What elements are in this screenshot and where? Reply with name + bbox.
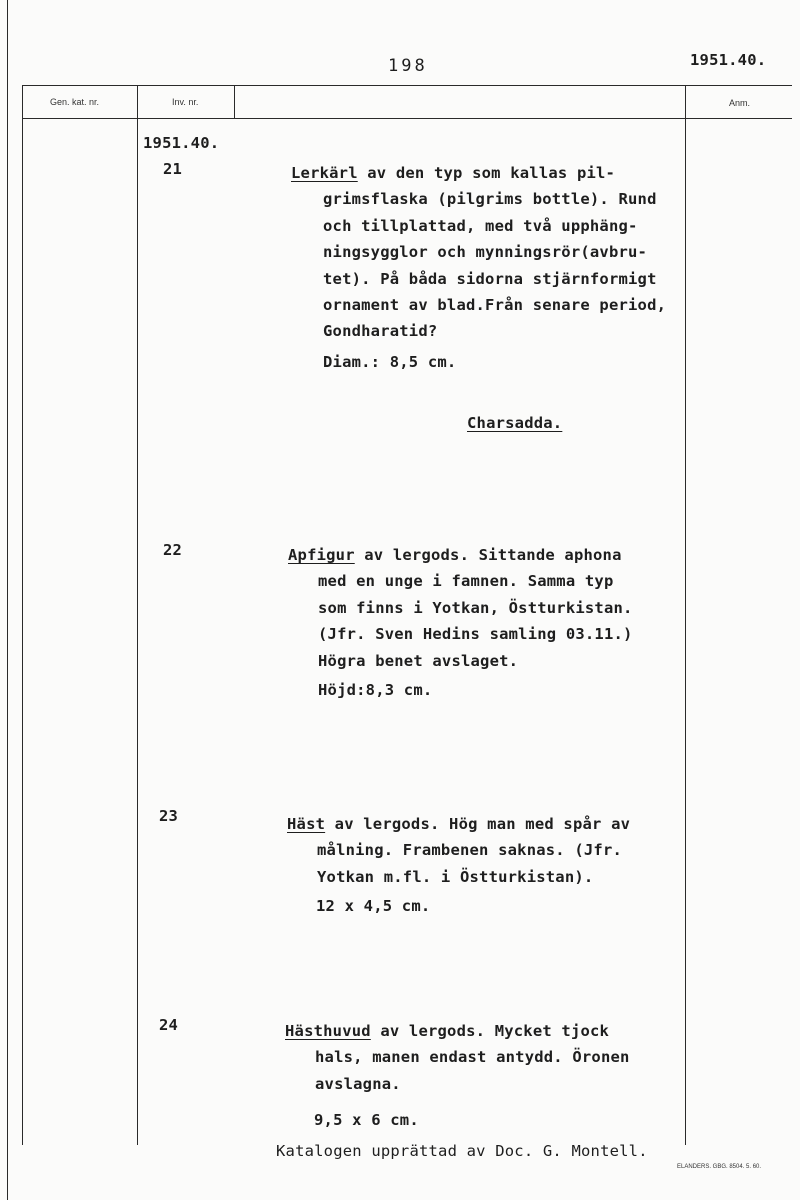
inventory-number: 22 [163,541,183,559]
column-header-gen-kat-nr: Gen. kat. nr. [50,97,100,107]
column-header-anm: Anm. [729,98,751,108]
printer-imprint: ELANDERS. GBG. 8504. 5. 60. [677,1164,762,1170]
entry-title: Apfigur [288,546,355,564]
catalog-ref: 1951.40. [690,51,767,69]
page-number: 198 [388,56,428,76]
inventory-number: 21 [163,160,183,178]
inventory-number: 23 [159,807,179,825]
column-header-inv-nr: Inv. nr. [172,97,199,107]
col-desc-anm-rule [685,85,686,1145]
catalog-signature: Katalogen upprättad av Doc. G. Montell. [276,1142,648,1160]
entry-measurement: 9,5 x 6 cm. [314,1111,419,1129]
find-place: Charsadda. [467,414,563,432]
entry-text: Apfigur av lergods. Sittande aphona med en unge i famnen. Samma typ som finns i Yotkan, Östturkistan. (Jfr. Sven Hedins samling 03.11.) Högra benet avslaget. [288,546,633,670]
left-margin-rule [7,0,8,1200]
col-gen-inv-rule [137,85,138,1145]
entry-measurement: Höjd:8,3 cm. [318,681,433,699]
entry-text: Häst av lergods. Hög man med spår av målning. Frambenen saknas. (Jfr. Yotkan m.fl. i Östturkistan). [287,815,631,886]
col-inv-desc-rule [234,85,235,118]
entry-title: Lerkärl [291,164,358,182]
entry-measurement: Diam.: 8,5 cm. [323,353,457,371]
col-gen-left-rule [22,85,23,1145]
series-number: 1951.40. [143,134,220,152]
entry-title: Hästhuvud [285,1022,371,1040]
entry-text: Hästhuvud av lergods. Mycket tjock hals, manen endast antydd. Öronen avslagna. [285,1022,630,1093]
entry-measurement: 12 x 4,5 cm. [316,897,431,915]
entry-title: Häst [287,815,326,833]
inventory-number: 24 [159,1016,179,1034]
entry-text: Lerkärl av den typ som kallas pil- grimsflaska (pilgrims bottle). Rund och tillplattad, med två upphäng- ningsygglor och mynningsrör(avbru- tet). På båda sidorna stjärnformigt ornament av blad.Från senare period, Gondharatid? [291,164,667,341]
